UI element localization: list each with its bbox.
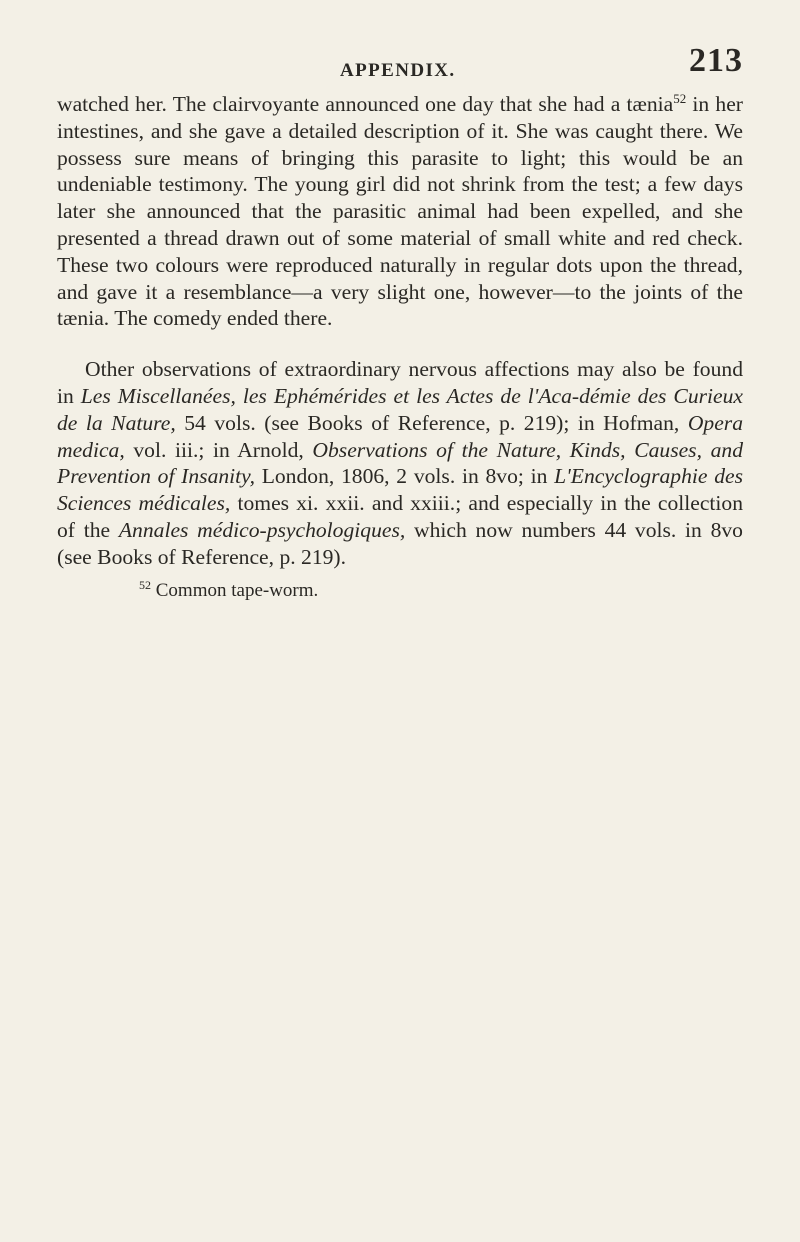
- body-text: [57, 91, 743, 602]
- paragraph-1-text-b: in her intestines, and she gave a detailed description of it. She was caught there. We possess sure means of bringing this parasite to light; this would be an undeniable testimony. The young girl did not shrink from the test; a few days later she announced that the parasitic animal had been expelled, and she presented a thread drawn out of some material of small white and red check. These two colours were reproduced naturally in regular dots upon the thread, and gave it a resemblance—a very slight one, however—to the joints of the tænia. The comedy ended there.: [57, 92, 743, 331]
- paragraph-1: [57, 91, 743, 332]
- book-title-opera-medica: Opera medica,: [57, 410, 744, 462]
- paragraph-2: [57, 356, 743, 570]
- book-title-annales: Annales médico-psychologiques,: [118, 517, 406, 542]
- paragraph-2-text-d: London, 1806, 2 vols. in 8vo; in: [254, 464, 555, 489]
- paragraph-2-text-c: vol. iii.; in Arnold,: [124, 437, 313, 462]
- paragraph-2-text-f: which now numbers 44 vols. in 8vo (see Books of Reference, p. 219).: [57, 517, 743, 569]
- running-head: [57, 44, 743, 80]
- paragraph-2-text-b: 54 vols. (see Books of Reference, p. 219); in Hofman,: [175, 410, 688, 435]
- footnote-marker: 52: [139, 577, 151, 592]
- paragraph-2-text-e: tomes xi. xxii. and xxiii.; and especially in the collection of the: [57, 491, 743, 542]
- running-title: APPENDIX.: [340, 60, 456, 81]
- page-number: 213: [689, 42, 743, 79]
- book-title-encyclographie: L'Encyclographie des Sciences médicales,: [57, 464, 743, 516]
- book-title-miscellanees: Les Miscellanées, les Ephémérides et les Actes de l'Aca-démie des Curieux de la Nature,: [57, 383, 743, 435]
- footnote-text: Common tape-worm.: [151, 579, 319, 601]
- footnote-reference: 52: [673, 91, 687, 106]
- book-title-observations: Observations of the Nature, Kinds, Causes, and Prevention of Insanity,: [57, 437, 743, 489]
- paragraph-2-text-a: Other observations of extraordinary nervous affections may also be found in: [57, 357, 743, 408]
- footnote: [57, 577, 743, 602]
- paragraph-1-text-a: watched her. The clairvoyante announced one day that she had a tænia: [57, 92, 674, 116]
